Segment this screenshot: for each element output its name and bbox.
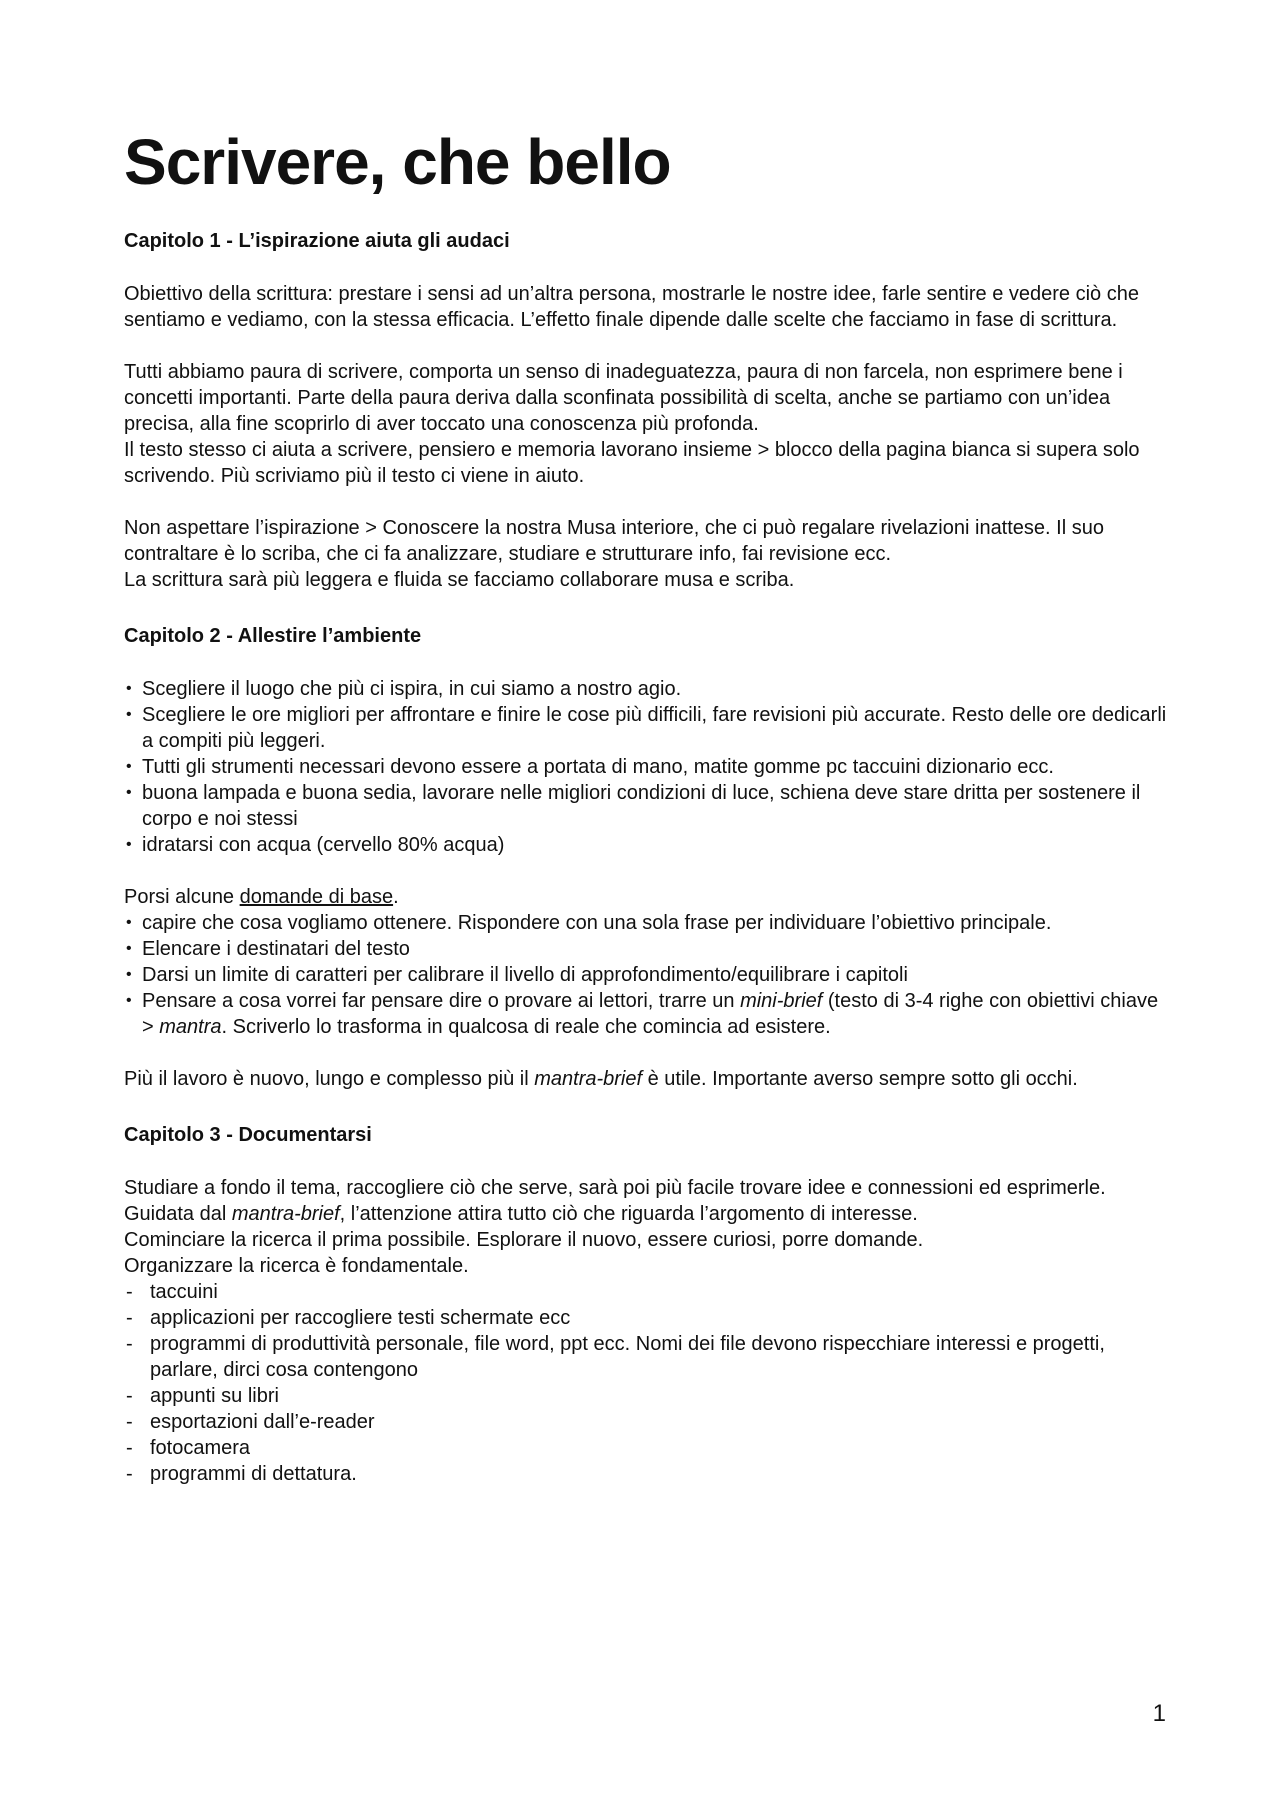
chapter-3-heading: Capitolo 3 - Documentarsi xyxy=(124,1124,372,1146)
chapter-2-heading: Capitolo 2 - Allestire l’ambiente xyxy=(124,625,422,647)
list-item: - appunti su libri xyxy=(124,1383,1174,1409)
questions-intro: Porsi alcune domande di base. xyxy=(124,886,399,908)
list-item: • Scegliere le ore migliori per affrontare e finire le cose più difficili, fare revisioni più accurate. Resto delle ore dedicarli a compiti più leggeri. xyxy=(124,702,1174,754)
list-item: • buona lampada e buona sedia, lavorare nelle migliori condizioni di luce, schiena deve stare dritta per sostenere il corpo e noi stessi xyxy=(124,780,1174,832)
list-item: • Elencare i destinatari del testo xyxy=(124,936,1174,962)
list-item: • Tutti gli strumenti necessari devono essere a portata di mano, matite gomme pc taccuini dizionario ecc. xyxy=(124,754,1174,780)
paragraph: La scrittura sarà più leggera e fluida se facciamo collaborare musa e scriba. xyxy=(124,569,795,591)
chapter-1-heading: Capitolo 1 - L’ispirazione aiuta gli audaci xyxy=(124,230,510,252)
document-page xyxy=(124,120,1174,1487)
page-number: 1 xyxy=(1152,1700,1166,1727)
paragraph: Il testo stesso ci aiuta a scrivere, pensiero e memoria lavorano insieme > blocco della pagina bianca si supera solo scrivendo. Più scriviamo più il testo ci viene in aiuto. xyxy=(124,439,1140,487)
paragraph: Organizzare la ricerca è fondamentale. xyxy=(124,1255,469,1277)
list-item: - applicazioni per raccogliere testi schermate ecc xyxy=(124,1305,1174,1331)
list-item: - taccuini xyxy=(124,1279,1174,1305)
list-item: - fotocamera xyxy=(124,1435,1174,1461)
list-item: • Scegliere il luogo che più ci ispira, in cui siamo a nostro agio. xyxy=(124,676,1174,702)
list-item: - programmi di dettatura. xyxy=(124,1461,1174,1487)
list-item: • idratarsi con acqua (cervello 80% acqua) xyxy=(124,832,1174,858)
questions-link-text: domande di base xyxy=(239,886,394,908)
paragraph: Cominciare la ricerca il prima possibile. Esplorare il nuovo, essere curiosi, porre domande. xyxy=(124,1229,924,1251)
paragraph: Studiare a fondo il tema, raccogliere ciò che serve, sarà poi più facile trovare idee e connessioni ed esprimerle. Guidata dal mantra-brief, l’attenzione attira tutto ciò che riguarda l’argomento di interesse. xyxy=(124,1177,1106,1225)
research-tools-list xyxy=(124,1279,1174,1487)
list-item: • capire che cosa vogliamo ottenere. Rispondere con una sola frase per individuare l’obiettivo principale. xyxy=(124,910,1174,936)
list-item: • Darsi un limite di caratteri per calibrare il livello di approfondimento/equilibrare i capitoli xyxy=(124,962,1174,988)
page-title: Scrivere, che bello xyxy=(124,126,671,198)
list-item: • Pensare a cosa vorrei far pensare dire o provare ai lettori, trarre un mini-brief (testo di 3-4 righe con obiettivi chiave > mantra. Scriverlo lo trasforma in qualcosa di reale che comincia ad esistere. xyxy=(124,988,1174,1040)
paragraph: Obiettivo della scrittura: prestare i sensi ad un’altra persona, mostrarle le nostre idee, farle sentire e vedere ciò che sentiamo e vediamo, con la stessa efficacia. L’effetto finale dipende dalle scelte che facciamo in fase di scrittura. xyxy=(124,283,1139,331)
paragraph: Tutti abbiamo paura di scrivere, comporta un senso di inadeguatezza, paura di non farcela, non esprimere bene i concetti importanti. Parte della paura deriva dalla sconfinata possibilità di scelta, anche se partiamo con un’idea precisa, alla fine scoprirlo di aver toccato una conoscenza più profonda. xyxy=(124,361,1123,435)
paragraph: Non aspettare l’ispirazione > Conoscere la nostra Musa interiore, che ci può regalare rivelazioni inattese. Il suo contraltare è lo scriba, che ci fa analizzare, studiare e strutturare info, fai revisione ecc. xyxy=(124,517,1104,565)
paragraph: Più il lavoro è nuovo, lungo e complesso più il mantra-brief è utile. Importante averso sempre sotto gli occhi. xyxy=(124,1068,1078,1090)
list-item: - programmi di produttività personale, file word, ppt ecc. Nomi dei file devono rispecchiare interessi e progetti, parlare, dirci cosa contengono xyxy=(124,1331,1174,1383)
environment-list xyxy=(124,676,1174,858)
list-item: - esportazioni dall’e-reader xyxy=(124,1409,1174,1435)
questions-list xyxy=(124,910,1174,1040)
